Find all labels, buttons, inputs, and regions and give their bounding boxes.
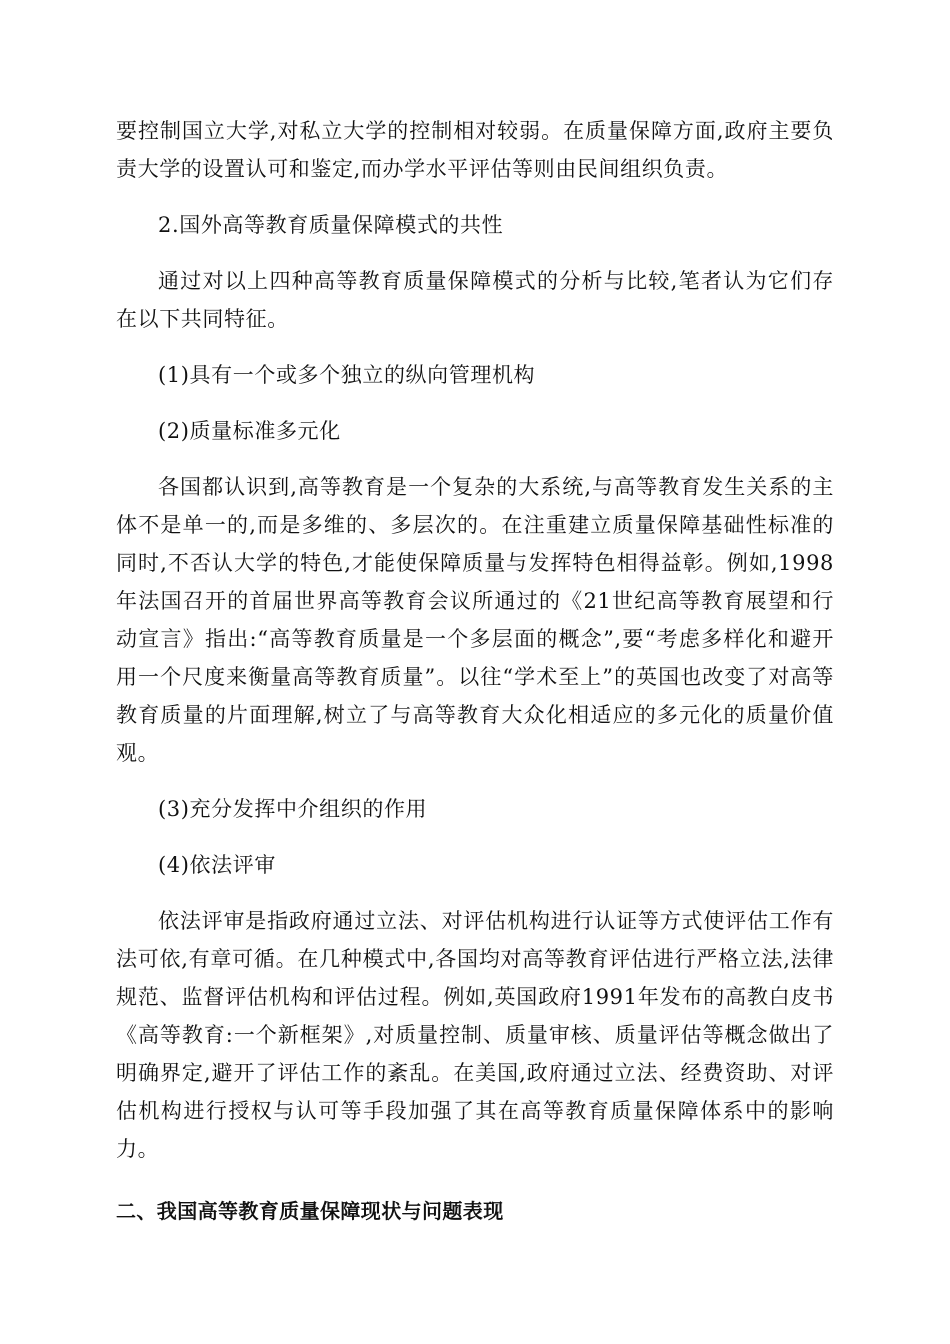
section-heading: 二、我国高等教育质量保障现状与问题表现 [116, 1199, 504, 1223]
subsection-title: 2.国外高等教育质量保障模式的共性 [158, 213, 504, 237]
document-body [116, 112, 834, 1230]
paragraph-legal-review: 依法评审是指政府通过立法、对评估机构进行认证等方式使评估工作有法可依,有章可循。在几种模式中,各国均对高等教育评估进行严格立法,法律规范、监督评估机构和评估过程。例如,英国政府1991年发布的高教白皮书《高等教育:一个新框架》,对质量控制、质量审核、质量评估等概念做出了明确界定,避开了评估工作的紊乱。在美国,政府通过立法、经费资助、对评估机构进行授权与认可等手段加强了其在高等教育质量保障体系中的影响力。 [116, 909, 834, 1161]
list-item-3: (3)充分发挥中介组织的作用 [158, 797, 428, 821]
list-item-1: (1)具有一个或多个独立的纵向管理机构 [158, 363, 536, 387]
paragraph-intro: 通过对以上四种高等教育质量保障模式的分析与比较,笔者认为它们存在以下共同特征。 [116, 269, 834, 331]
paragraph-diversity: 各国都认识到,高等教育是一个复杂的大系统,与高等教育发生关系的主体不是单一的,而是多维的、多层次的。在注重建立质量保障基础性标准的同时,不否认大学的特色,才能使保障质量与发挥特色相得益彰。例如,1998年法国召开的首届世界高等教育会议所通过的《21世纪高等教育展望和行动宣言》指出:“高等教育质量是一个多层面的概念”,要“考虑多样化和避开用一个尺度来衡量高等教育质量”。以往“学术至上”的英国也改变了对高等教育质量的片面理解,树立了与高等教育大众化相适应的多元化的质量价值观。 [116, 475, 834, 765]
list-item-4: (4)依法评审 [158, 853, 276, 877]
list-item-2: (2)质量标准多元化 [158, 419, 341, 443]
paragraph-continuation: 要控制国立大学,对私立大学的控制相对较弱。在质量保障方面,政府主要负责大学的设置认可和鉴定,而办学水平评估等则由民间组织负责。 [116, 119, 834, 181]
